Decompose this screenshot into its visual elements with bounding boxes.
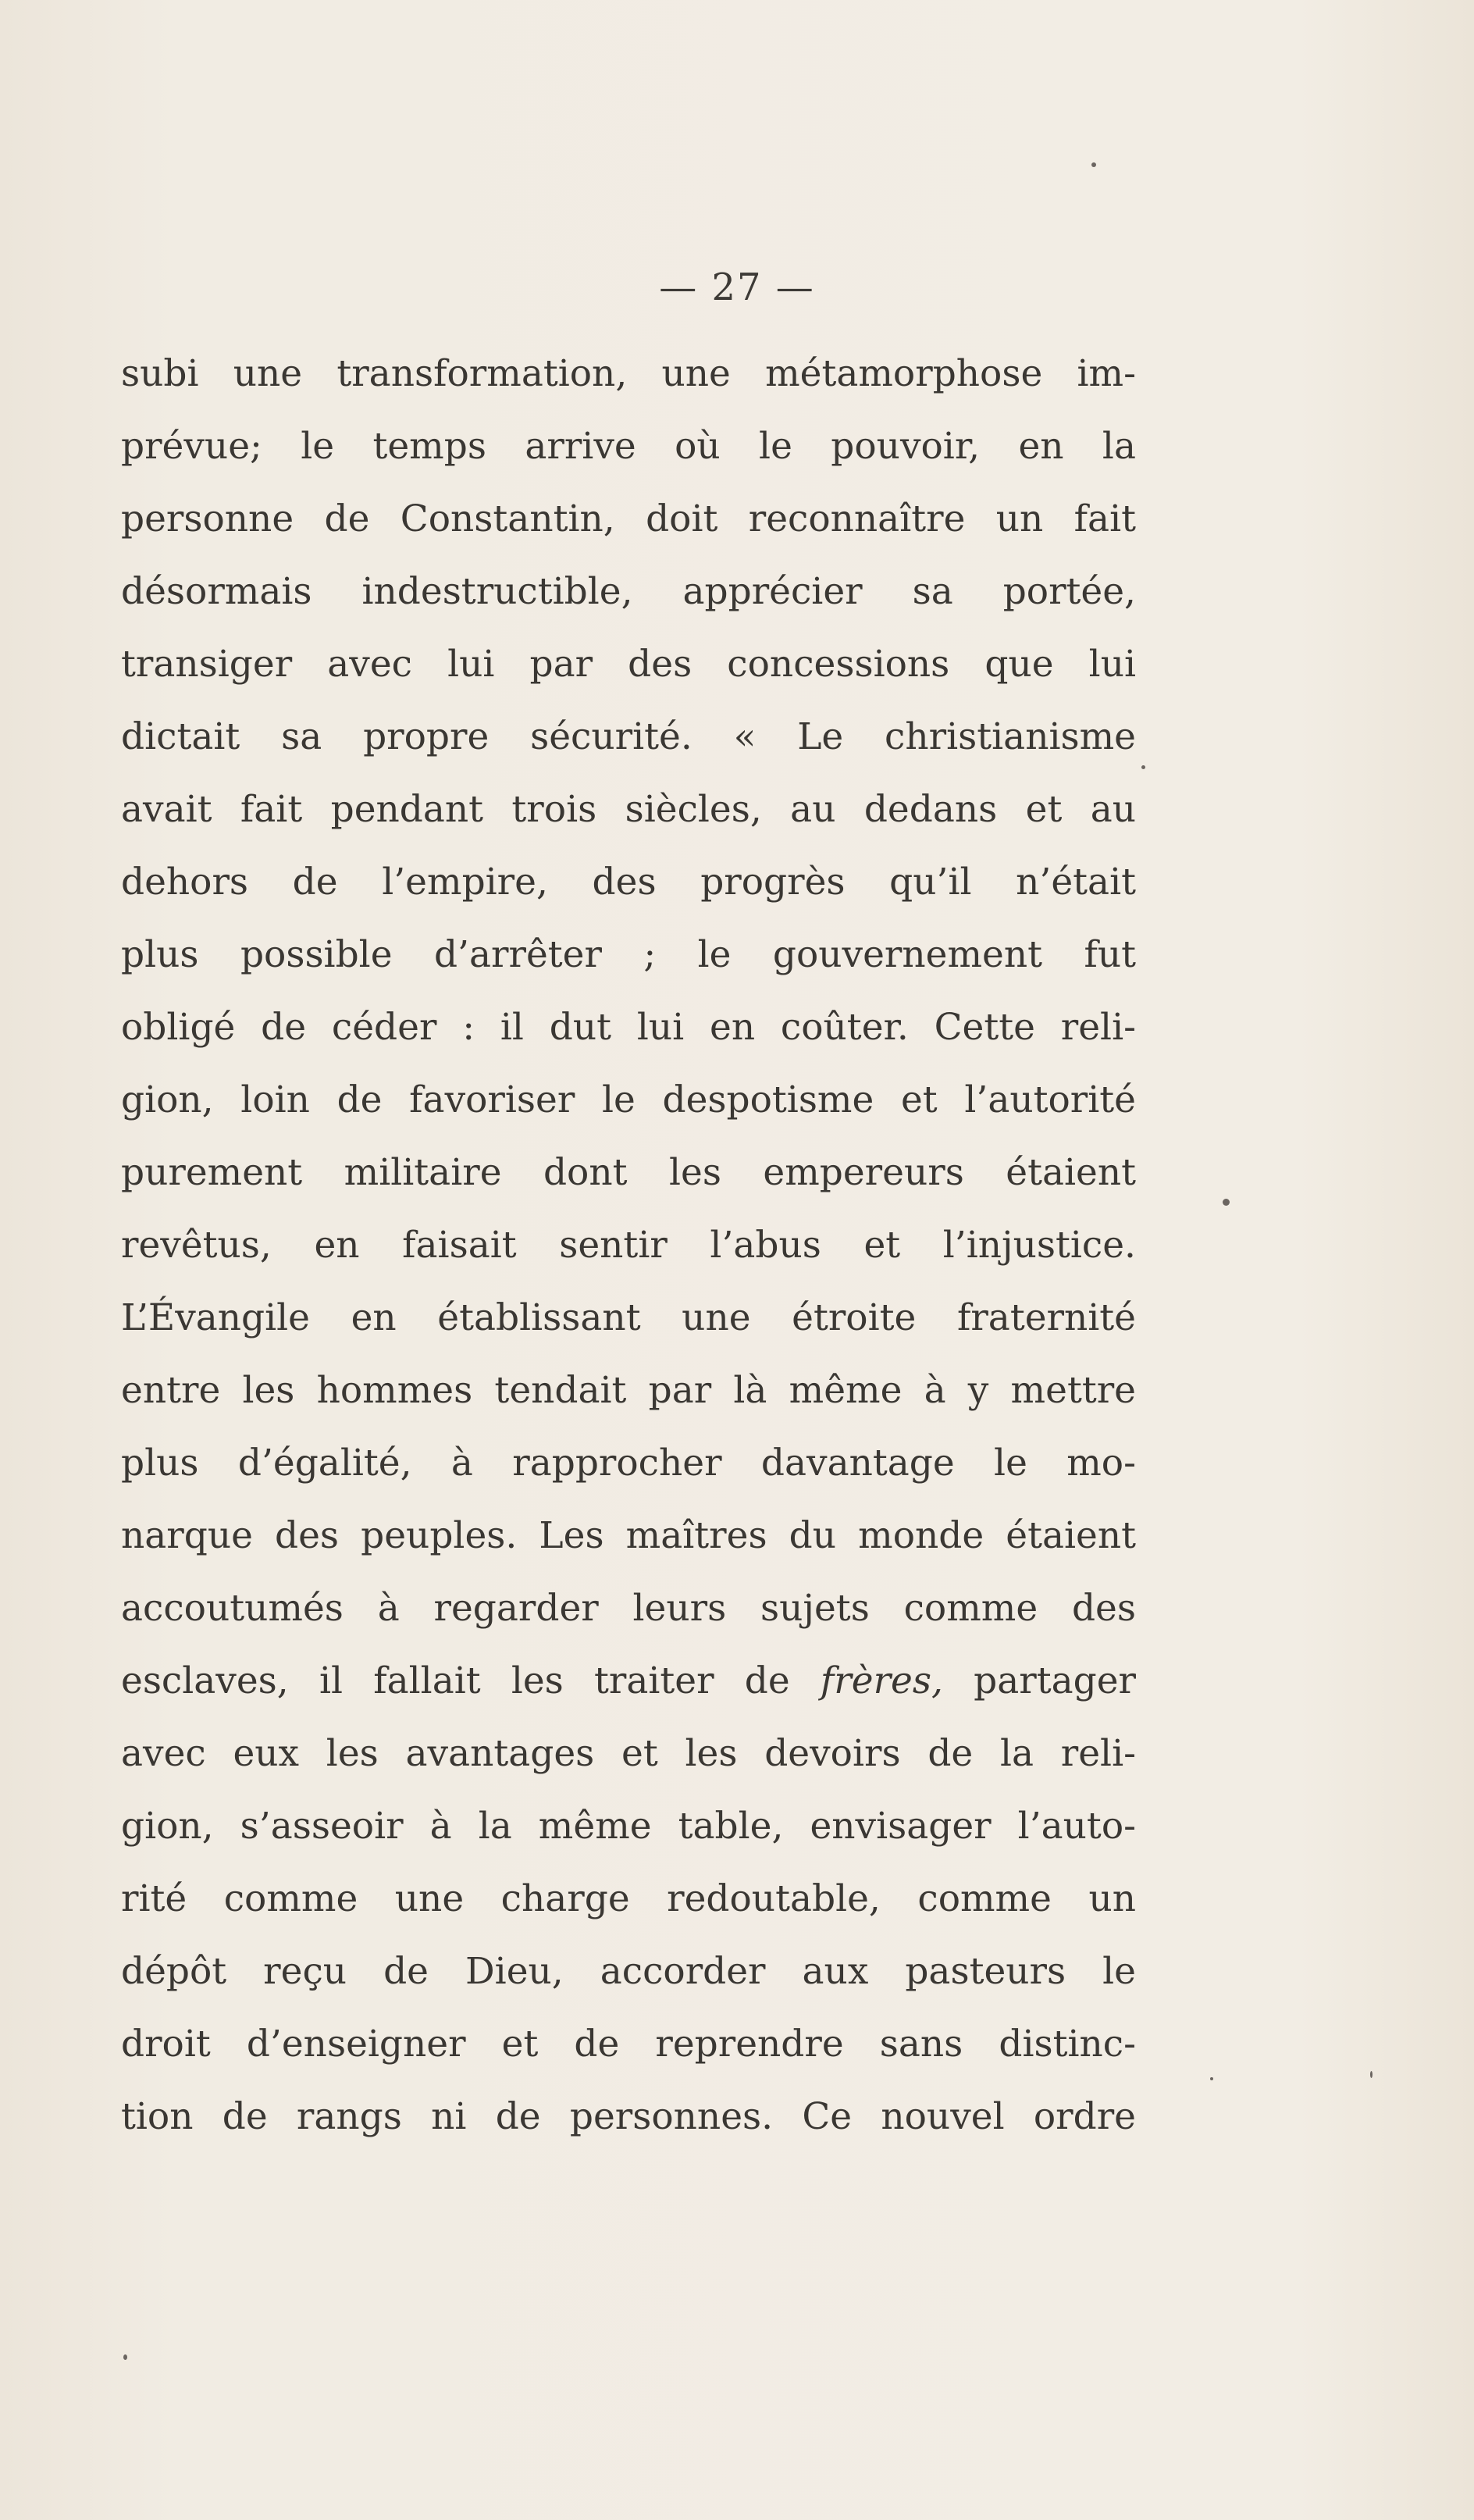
paper-speck [1370, 2071, 1373, 2078]
paper-speck [123, 2354, 127, 2360]
paper-speck [1091, 162, 1096, 167]
text-line: entre les hommes tendait par là même à y mettre [121, 1369, 1136, 1412]
text-line: dehors de l’empire, des progrès qu’il n’était [121, 861, 1136, 904]
text-line: plus d’égalité, à rapprocher davantage le mo- [121, 1442, 1136, 1485]
text-line: rité comme une charge redoutable, comme un [121, 1877, 1136, 1920]
text-line: transiger avec lui par des concessions que lui [121, 643, 1136, 686]
text-line: L’Évangile en établissant une étroite fraternité [121, 1296, 1136, 1339]
text-line: personne de Constantin, doit reconnaître un fait [121, 497, 1136, 540]
text-line: subi une transformation, une métamorphose im- [121, 352, 1136, 395]
text-line: avec eux les avantages et les devoirs de la reli- [121, 1732, 1136, 1775]
text-segment: esclaves, il fallait les traiter de [121, 1659, 821, 1702]
text-line: droit d’enseigner et de reprendre sans distinc- [121, 2023, 1136, 2066]
text-line: revêtus, en faisait sentir l’abus et l’injustice. [121, 1224, 1136, 1267]
text-line: dictait sa propre sécurité. « Le christianisme [121, 715, 1136, 758]
text-line: gion, loin de favoriser le despotisme et l’autorité [121, 1078, 1136, 1121]
paper-speck [1223, 1199, 1230, 1206]
text-line: narque des peuples. Les maîtres du monde étaient [121, 1514, 1136, 1557]
text-line: tion de rangs ni de personnes. Ce nouvel ordre [121, 2095, 1136, 2138]
text-line: avait fait pendant trois siècles, au dedans et au [121, 788, 1136, 831]
body-text [121, 337, 1136, 2153]
text-segment: partager [942, 1659, 1136, 1702]
text-line: plus possible d’arrêter ; le gouvernement fut [121, 933, 1136, 976]
text-line: gion, s’asseoir à la même table, envisager l’auto- [121, 1805, 1136, 1848]
text-line: accoutumés à regarder leurs sujets comme des [121, 1587, 1136, 1630]
paper-speck [1210, 2077, 1213, 2080]
text-line: désormais indestructible, apprécier sa portée, [121, 570, 1136, 613]
text-line: obligé de céder : il dut lui en coûter. Cette reli- [121, 1006, 1136, 1049]
text-line: dépôt reçu de Dieu, accorder aux pasteurs le [121, 1950, 1136, 1993]
text-line-with-italic [121, 1645, 1136, 1717]
text-line: purement militaire dont les empereurs étaient [121, 1151, 1136, 1194]
text-line: prévue; le temps arrive où le pouvoir, en la [121, 425, 1136, 468]
paper-speck [1141, 765, 1145, 769]
italic-word: frères, [820, 1659, 943, 1702]
page-number: — 27 — [659, 266, 815, 309]
